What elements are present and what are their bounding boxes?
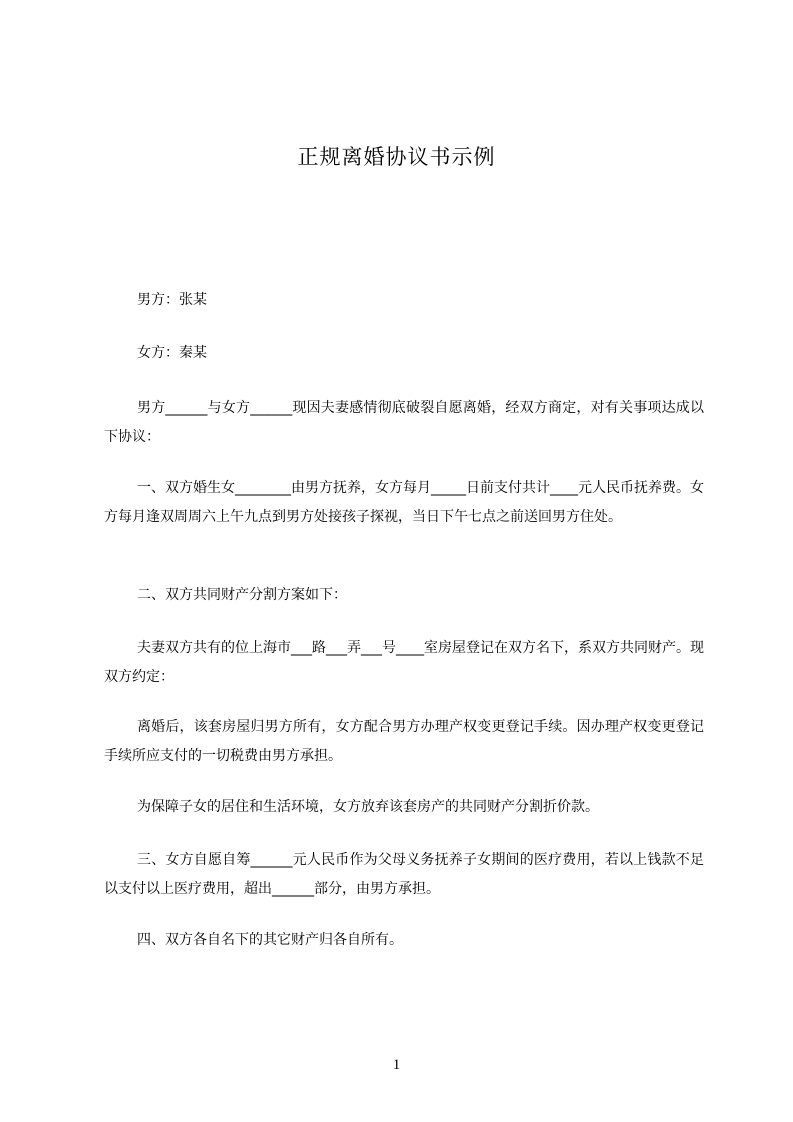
paragraph-property-description: 夫妻双方共有的位上海市___路___弄___号____室房屋登记在双方名下，系双方共同财产。现双方约定： [104, 640, 704, 685]
document-title: 正规离婚协议书示例 [297, 145, 496, 169]
paragraph-clause-1-child-custody: 一、双方婚生女________由男方抚养，女方每月_____日前支付共计____元人民币抚养费。女方每月逢双周周六上午九点到男方处接孩子探视，当日下午七点之前送回男方住处。 [104, 480, 704, 525]
paragraph-wife: 女方：秦某 [137, 345, 207, 361]
paragraph-husband: 男方：张某 [137, 292, 207, 308]
paragraph-clause-3-medical: 三、女方自愿自筹______元人民币作为父母义务抚养子女期间的医疗费用，若以上钱款不足以支付以上医疗费用，超出______部分，由男方承担。 [104, 852, 704, 897]
paragraph-property-waiver: 为保障子女的居住和生活环境，女方放弃该套房产的共同财产分割折价款。 [137, 799, 599, 815]
paragraph-clause-2-heading: 二、双方共同财产分割方案如下： [137, 587, 347, 603]
page-number: 1 [392, 1057, 401, 1073]
paragraph-property-after-divorce: 离婚后，该套房屋归男方所有，女方配合男方办理产权变更登记手续。因办理产权变更登记手续所应支付的一切税费由男方承担。 [104, 719, 704, 764]
paragraph-intro: 男方______与女方______现因夫妻感情彻底破裂自愿离婚，经双方商定，对有关事项达成以下协议： [104, 400, 704, 445]
paragraph-clause-4-other-property: 四、双方各自名下的其它财产归各自所有。 [137, 932, 403, 948]
